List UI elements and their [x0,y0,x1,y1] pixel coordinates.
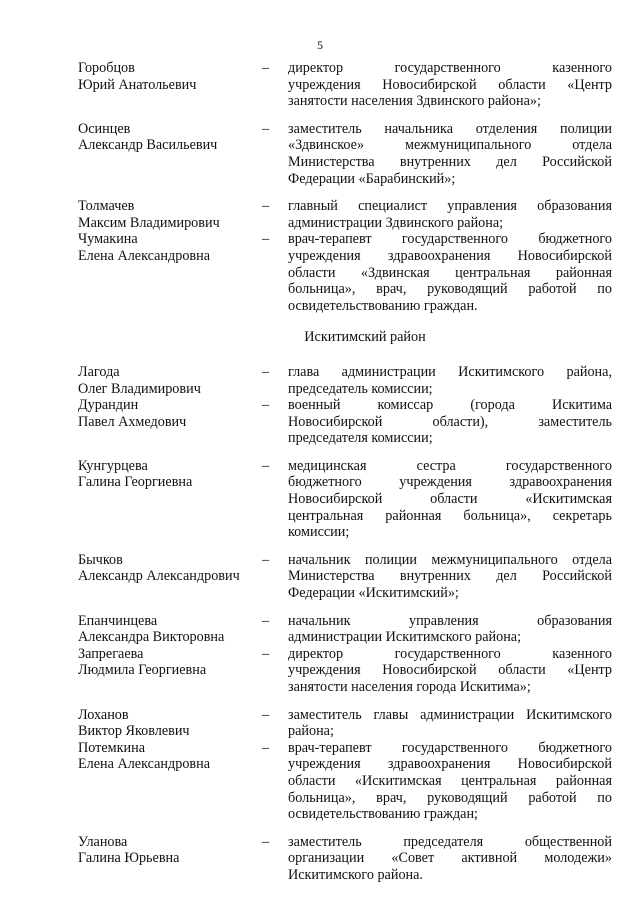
member-surname: Осинцев [78,120,131,137]
position-line: учреждения Новосибирской области «Центр [288,76,612,93]
member-name [78,231,262,264]
member-given-names: Александр Васильевич [78,137,218,154]
position-line: центральная районная больница», секретарь [288,507,612,524]
position-line: начальник управления образования [288,612,612,629]
member-entry [78,397,612,447]
member-entry [78,198,612,231]
member-name [78,458,262,491]
member-given-names: Людмила Георгиевна [78,662,207,679]
position-line: Новосибирской области), заместитель [288,413,612,430]
position-line: района; [288,723,334,740]
member-given-names: Александр Александрович [78,568,240,585]
member-surname: Потемкина [78,739,146,756]
position-line: глава администрации Искитимского района, [288,363,612,380]
dash-separator: – [262,457,270,474]
member-given-names: Александра Викторовна [78,629,225,646]
commission-members-list [78,60,612,884]
dash-separator: – [262,231,270,248]
member-entry [78,834,612,884]
member-name [78,121,262,154]
position-line: заместитель председателя общественной [288,833,612,850]
dash-separator: – [262,706,270,723]
member-surname: Епанчинцева [78,612,158,629]
member-surname: Бычков [78,551,123,568]
member-name [78,397,262,430]
member-entry [78,231,612,314]
member-position [288,121,612,187]
position-line: больница», врач, руководящий работой по [288,789,612,806]
member-name [78,198,262,231]
member-surname: Кунгурцева [78,457,148,474]
member-given-names: Максим Владимирович [78,214,220,231]
member-position [288,397,612,447]
page-number: 5 [317,38,323,52]
section-title: Искитимский район [304,329,426,346]
position-line: Искитимского района. [288,866,423,883]
member-given-names: Галина Юрьевна [78,850,180,867]
member-name [78,60,262,93]
member-entry [78,364,612,397]
member-position [288,834,612,884]
position-line: Федерации «Искитимский»; [288,585,459,602]
position-line: области «Здвинская центральная районная [288,264,612,281]
position-line: врач-терапевт государственного бюджетного [288,231,612,248]
member-name [78,646,262,679]
position-line: начальник полиции межмуниципального отдела [288,551,612,568]
dash-separator: – [262,739,270,756]
member-position [288,707,612,740]
member-position [288,740,612,823]
dash-separator: – [262,397,270,414]
position-line: администрации Искитимского района; [288,629,522,646]
member-position [288,364,612,397]
position-line: Новосибирской области «Искитимская [288,491,612,508]
member-given-names: Юрий Анатольевич [78,76,197,93]
position-line: учреждения здравоохранения Новосибирской [288,756,612,773]
member-given-names: Павел Ахмедович [78,413,187,430]
position-line: учреждения здравоохранения Новосибирской [288,247,612,264]
position-line: организации «Совет активной молодежи» [288,850,612,867]
dash-separator: – [262,198,270,215]
position-line: комиссии; [288,524,350,541]
dash-separator: – [262,120,270,137]
position-line: заместитель главы администрации Искитимского [288,706,612,723]
position-line: освидетельствованию граждан. [288,297,478,314]
position-line: занятости населения города Искитима»; [288,679,531,695]
dash-separator: – [262,645,270,662]
member-name [78,552,262,585]
position-line: военный комиссар (города Искитима [288,397,612,414]
member-name [78,834,262,867]
member-entry [78,740,612,823]
position-line: администрации Здвинского района; [288,214,504,231]
member-entry [78,60,612,110]
position-line: «Здвинское» межмуниципального отдела [288,137,612,154]
member-position [288,613,612,646]
member-entry [78,707,612,740]
member-name [78,364,262,397]
position-line: медицинская сестра государственного [288,457,612,474]
member-name [78,613,262,646]
member-entry [78,552,612,602]
member-entry [78,646,612,696]
member-surname: Толмачев [78,198,135,215]
member-surname: Лоханов [78,706,129,723]
position-line: освидетельствованию граждан; [288,806,478,823]
member-position [288,231,612,314]
member-surname: Запрегаева [78,645,144,662]
member-position [288,198,612,231]
member-position [288,458,612,541]
member-entry [78,613,612,646]
position-line: заместитель начальника отделения полиции [288,120,612,137]
dash-separator: – [262,612,270,629]
member-name [78,740,262,773]
dash-separator: – [262,363,270,380]
member-surname: Горобцов [78,60,135,76]
member-given-names: Елена Александровна [78,247,210,264]
member-given-names: Олег Владимирович [78,380,201,397]
position-line: главный специалист управления образования [288,198,612,215]
member-given-names: Галина Георгиевна [78,474,193,491]
member-position [288,60,612,110]
member-surname: Дурандин [78,397,139,414]
position-line: директор государственного казенного [288,60,612,76]
member-surname: Чумакина [78,231,138,248]
position-line: больница», врач, руководящий работой по [288,281,612,298]
member-position [288,552,612,602]
dash-separator: – [262,60,270,76]
position-line: Министерства внутренних дел Российской [288,568,612,585]
position-line: занятости населения Здвинского района»; [288,93,541,110]
member-entry [78,458,612,541]
position-line: председатель комиссии; [288,380,433,397]
dash-separator: – [262,551,270,568]
position-line: Министерства внутренних дел Российской [288,153,612,170]
position-line: председателя комиссии; [288,430,433,447]
position-line: учреждения Новосибирской области «Центр [288,662,612,679]
position-line: директор государственного казенного [288,645,612,662]
member-surname: Лагода [78,363,120,380]
dash-separator: – [262,833,270,850]
member-name [78,707,262,740]
member-position [288,646,612,696]
position-line: врач-терапевт государственного бюджетного [288,739,612,756]
member-entry [78,121,612,187]
member-surname: Уланова [78,833,128,850]
member-given-names: Елена Александровна [78,756,210,773]
member-given-names: Виктор Яковлевич [78,723,190,740]
position-line: бюджетного учреждения здравоохранения [288,474,612,491]
position-line: Федерации «Барабинский»; [288,170,456,187]
position-line: области «Искитимская центральная районная [288,772,612,789]
